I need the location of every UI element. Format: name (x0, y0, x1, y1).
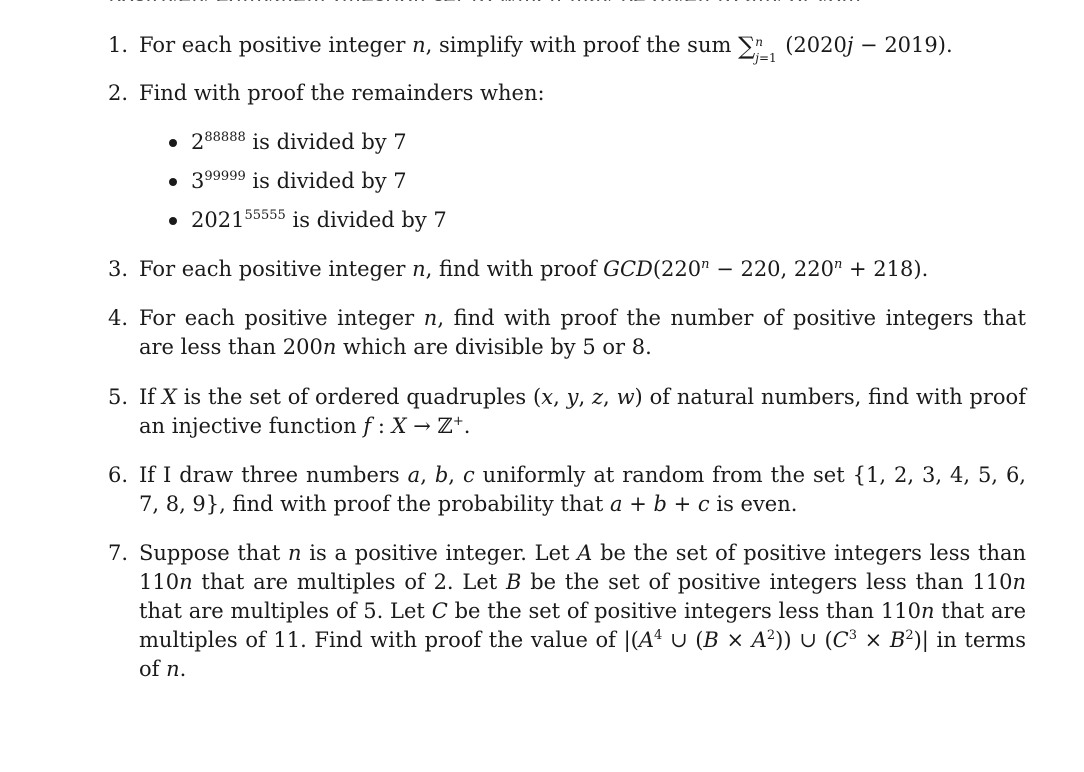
problem-text: If I draw three numbers a, b, c uniformly at random from the set {1, 2, 3, 4, 5, 6, 7, 8, 9}, find with proof the probability that a + b + c is even. (139, 463, 1026, 516)
problem-number: 6. (108, 463, 129, 487)
list-item-text: is divided by 7 (292, 208, 447, 232)
list-item-text: is divided by 7 (252, 130, 407, 154)
cut-off-header-text (108, 0, 1022, 1)
list-item (165, 167, 665, 206)
problem-text: Suppose that n is a positive integer. Let A be the set of positive integers less than 110n that are multiples of 2. Let B be the set of positive integers less than 110n that are multiples of 5. Let C be the set of positive integers less than 110n that are multiples of 11. Find with proof the value of $|(A^4$ ∪ $(B \times A^2)$) ∪ $(C^3 \times B^2)|$ in terms of n. (139, 541, 1027, 681)
power-exponent: 55555 (244, 208, 286, 223)
problem-number: 1. (108, 33, 129, 57)
list-item (165, 128, 665, 167)
remainder-list (165, 128, 665, 245)
problem-5 (108, 383, 1026, 441)
problem-6 (108, 461, 1026, 519)
problem-text: For each positive integer n, find with proof the number of positive integers that are less than 200n which are divisible by 5 or 8. (139, 306, 1026, 359)
problem-number: 4. (108, 306, 129, 330)
problem-text: For each positive integer n, simplify with proof the sum ∑ n j=1 (2020j − 2019). (139, 32, 953, 65)
list-item (165, 206, 665, 245)
problem-text: For each positive integer n, find with proof $GCD(220^n - 220$, $220^n + 218$). (139, 257, 929, 281)
power-base: 2021 (191, 208, 245, 232)
problem-2 (108, 79, 1026, 108)
bullet-icon (169, 178, 177, 186)
list-item-text: is divided by 7 (252, 169, 407, 193)
problem-3 (108, 255, 1026, 284)
problem-number: 5. (108, 385, 129, 409)
problem-number: 3. (108, 257, 129, 281)
power-exponent: 88888 (204, 130, 246, 145)
problem-text: If X is the set of ordered quadruples (x, y, z, w) of natural numbers, find with proof an injective function f : X → ℤ+. (139, 385, 1026, 438)
problem-7 (108, 539, 1026, 684)
power-exponent: 99999 (204, 169, 246, 184)
problem-text: Find with proof the remainders when: (139, 81, 545, 105)
problem-number: 7. (108, 541, 129, 565)
problem-4 (108, 304, 1026, 362)
bullet-icon (169, 139, 177, 147)
bullet-icon (169, 217, 177, 225)
problem-number: 2. (108, 81, 129, 105)
power-base: 2 (191, 130, 205, 154)
power-base: 3 (191, 169, 205, 193)
problem-1 (108, 31, 1026, 65)
